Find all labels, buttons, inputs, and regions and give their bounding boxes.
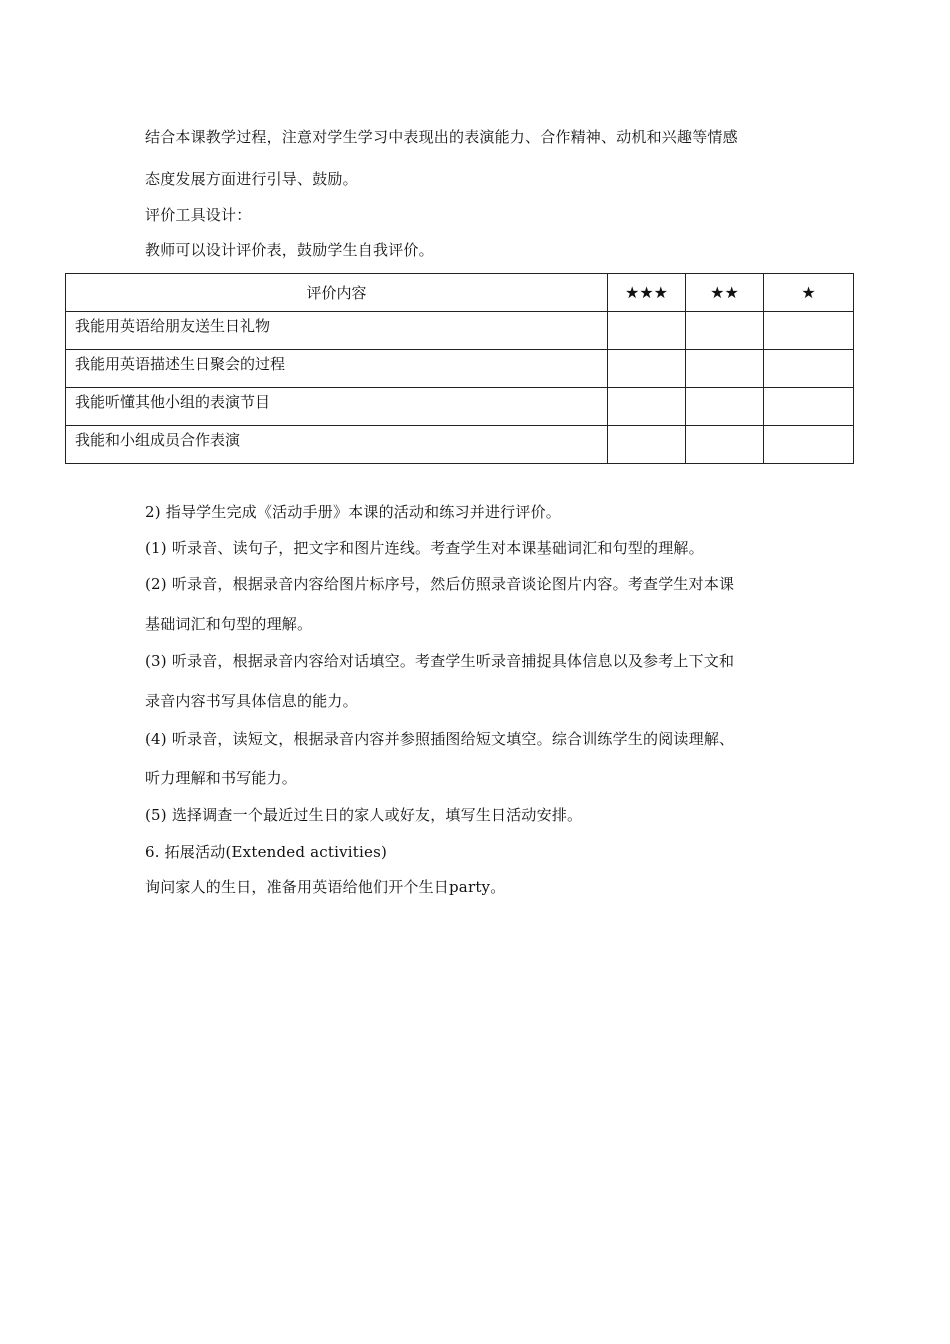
- paragraph-line: 听力理解和书写能力。: [145, 769, 298, 787]
- header-one-star: ★: [764, 274, 854, 312]
- header-two-stars: ★★: [686, 274, 764, 312]
- table-header-row: [66, 274, 854, 312]
- table-row: [66, 312, 854, 350]
- paragraph-line: (2) 听录音，根据录音内容给图片标序号，然后仿照录音谈论图片内容。考查学生对本课: [145, 575, 735, 593]
- paragraph-line: 态度发展方面进行引导、鼓励。: [145, 170, 358, 188]
- row-label: 我能听懂其他小组的表演节目: [66, 388, 608, 426]
- table-row: [66, 426, 854, 464]
- paragraph-line: 结合本课教学过程，注意对学生学习中表现出的表演能力、合作精神、动机和兴趣等情感: [145, 128, 738, 146]
- paragraph-line: 录音内容书写具体信息的能力。: [145, 692, 358, 710]
- paragraph-line: (4) 听录音，读短文，根据录音内容并参照插图给短文填空。综合训练学生的阅读理解、: [145, 730, 735, 748]
- paragraph-line: (3) 听录音，根据录音内容给对话填空。考查学生听录音捕捉具体信息以及参考上下文和: [145, 652, 735, 670]
- evaluation-table: [65, 273, 854, 464]
- paragraph-line: 基础词汇和句型的理解。: [145, 615, 313, 633]
- row-label: 我能和小组成员合作表演: [66, 426, 608, 464]
- rating-cell-three: [608, 350, 686, 388]
- rating-cell-two: [686, 350, 764, 388]
- row-label: 我能用英语描述生日聚会的过程: [66, 350, 608, 388]
- rating-cell-three: [608, 312, 686, 350]
- table-row: [66, 350, 854, 388]
- paragraph-line: 询问家人的生日，准备用英语给他们开个生日party。: [145, 878, 506, 896]
- paragraph-line: (1) 听录音、读句子，把文字和图片连线。考查学生对本课基础词汇和句型的理解。: [145, 539, 704, 557]
- rating-cell-one: [764, 426, 854, 464]
- header-content: 评价内容: [66, 274, 608, 312]
- table-row: [66, 388, 854, 426]
- rating-cell-two: [686, 426, 764, 464]
- header-three-stars: ★★★: [608, 274, 686, 312]
- rating-cell-three: [608, 426, 686, 464]
- rating-cell-one: [764, 350, 854, 388]
- rating-cell-one: [764, 312, 854, 350]
- paragraph-line: 教师可以设计评价表，鼓励学生自我评价。: [145, 241, 434, 259]
- rating-cell-three: [608, 388, 686, 426]
- rating-cell-one: [764, 388, 854, 426]
- paragraph-line: (5) 选择调查一个最近过生日的家人或好友，填写生日活动安排。: [145, 806, 583, 824]
- rating-cell-two: [686, 388, 764, 426]
- row-label: 我能用英语给朋友送生日礼物: [66, 312, 608, 350]
- section-heading: 6. 拓展活动(Extended activities): [145, 843, 388, 861]
- paragraph-line: 2) 指导学生完成《活动手册》本课的活动和练习并进行评价。: [145, 503, 561, 521]
- section-label: 评价工具设计：: [145, 206, 252, 224]
- rating-cell-two: [686, 312, 764, 350]
